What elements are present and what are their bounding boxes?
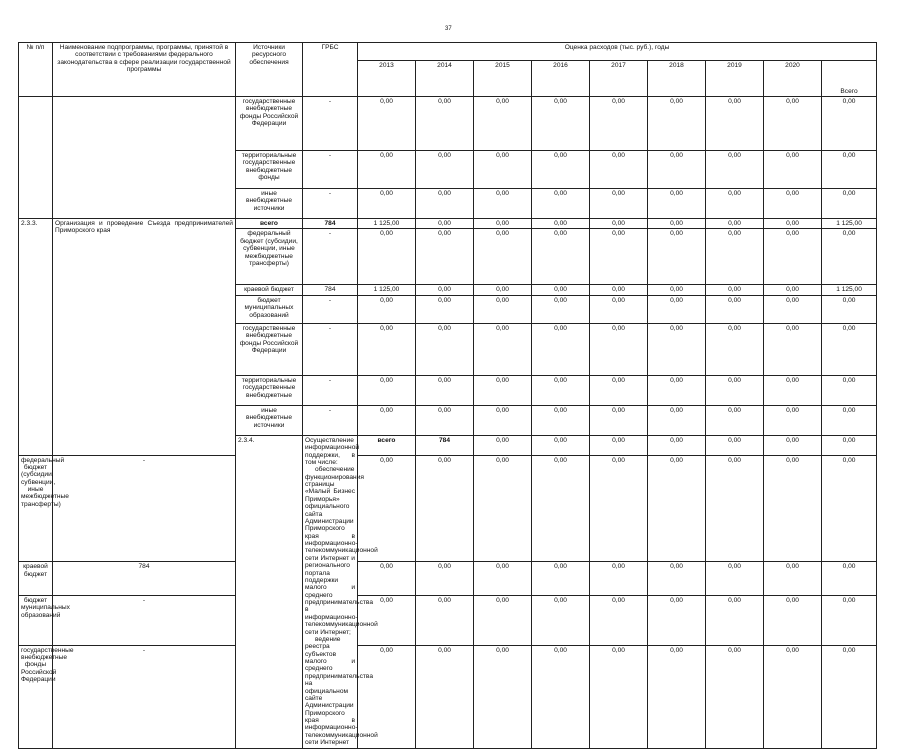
- year-value-cell: 0,00: [416, 323, 474, 375]
- year-value-cell: 0,00: [474, 189, 532, 219]
- item-name-text: Осуществление информационной поддержки, в том числе:: [305, 436, 360, 466]
- year-value-cell: 0,00: [416, 285, 474, 295]
- year-value-cell: 0,00: [706, 285, 764, 295]
- year-value-cell: 0,00: [764, 97, 822, 151]
- year-value-cell: 0,00: [648, 562, 706, 596]
- total-value-cell: 0,00: [822, 151, 877, 189]
- source-cell: всего: [358, 435, 416, 455]
- year-value-cell: 0,00: [706, 219, 764, 229]
- total-value-cell: 0,00: [822, 596, 877, 646]
- year-value-cell: 0,00: [648, 219, 706, 229]
- header-year: 2018: [648, 61, 706, 97]
- year-value-cell: 0,00: [532, 229, 590, 285]
- year-value-cell: 0,00: [706, 375, 764, 405]
- year-value-cell: 1 125,00: [358, 285, 416, 295]
- year-value-cell: 0,00: [706, 562, 764, 596]
- header-year: 2016: [532, 61, 590, 97]
- year-value-cell: 0,00: [358, 405, 416, 435]
- header-estimate: Оценка расходов (тыс. руб.), годы: [358, 43, 877, 61]
- year-value-cell: 0,00: [474, 229, 532, 285]
- year-value-cell: 0,00: [590, 405, 648, 435]
- year-value-cell: 0,00: [358, 97, 416, 151]
- year-value-cell: 0,00: [532, 323, 590, 375]
- total-value-cell: 1 125,00: [822, 219, 877, 229]
- source-cell: краевой бюджет: [19, 562, 53, 596]
- year-value-cell: 0,00: [532, 285, 590, 295]
- year-value-cell: 0,00: [590, 455, 648, 562]
- year-value-cell: 0,00: [532, 97, 590, 151]
- source-cell: государственные внебюджетные фонды Российской Федерации: [236, 323, 303, 375]
- year-value-cell: 0,00: [416, 645, 474, 748]
- grbs-cell: -: [303, 405, 358, 435]
- total-value-cell: 0,00: [822, 189, 877, 219]
- grbs-cell: 784: [53, 562, 236, 596]
- header-year: 2017: [590, 61, 648, 97]
- year-value-cell: 0,00: [648, 405, 706, 435]
- item-number: 2.3.3.: [19, 219, 53, 456]
- header-total: Всего: [822, 61, 877, 97]
- table-row: [19, 596, 877, 646]
- grbs-cell: -: [303, 151, 358, 189]
- item-name: [53, 219, 236, 456]
- year-value-cell: 0,00: [764, 435, 822, 455]
- header-no: № п/п: [19, 43, 53, 97]
- no-cell: [19, 97, 53, 219]
- year-value-cell: 0,00: [590, 219, 648, 229]
- year-value-cell: 0,00: [764, 405, 822, 435]
- year-value-cell: 0,00: [358, 295, 416, 323]
- header-year: 2013: [358, 61, 416, 97]
- year-value-cell: 0,00: [358, 596, 416, 646]
- grbs-cell: -: [53, 455, 236, 562]
- year-value-cell: 0,00: [648, 189, 706, 219]
- source-cell: иные внебюджетные источники: [236, 189, 303, 219]
- year-value-cell: 0,00: [648, 323, 706, 375]
- year-value-cell: 0,00: [358, 645, 416, 748]
- year-value-cell: 0,00: [648, 151, 706, 189]
- year-value-cell: 0,00: [590, 375, 648, 405]
- year-value-cell: 0,00: [416, 455, 474, 562]
- year-value-cell: 0,00: [532, 219, 590, 229]
- year-value-cell: 0,00: [590, 229, 648, 285]
- item-name-text: Организация и проведение Съезда предпринимателей Приморского края: [55, 220, 233, 235]
- year-value-cell: 0,00: [590, 323, 648, 375]
- year-value-cell: 0,00: [764, 375, 822, 405]
- header-year: 2015: [474, 61, 532, 97]
- year-value-cell: 0,00: [764, 151, 822, 189]
- year-value-cell: 0,00: [590, 295, 648, 323]
- year-value-cell: 1 125,00: [358, 219, 416, 229]
- source-cell: территориальные государственные внебюджетные: [236, 375, 303, 405]
- grbs-cell: 784: [303, 219, 358, 229]
- header-year: 2014: [416, 61, 474, 97]
- year-value-cell: 0,00: [416, 596, 474, 646]
- total-value-cell: 0,00: [822, 562, 877, 596]
- year-value-cell: 0,00: [590, 645, 648, 748]
- year-value-cell: 0,00: [474, 219, 532, 229]
- year-value-cell: 0,00: [764, 562, 822, 596]
- year-value-cell: 0,00: [532, 455, 590, 562]
- year-value-cell: 0,00: [706, 189, 764, 219]
- year-value-cell: 0,00: [764, 295, 822, 323]
- grbs-cell: -: [303, 189, 358, 219]
- total-value-cell: 0,00: [822, 229, 877, 285]
- total-value-cell: 0,00: [822, 645, 877, 748]
- year-value-cell: 0,00: [474, 562, 532, 596]
- year-value-cell: 0,00: [590, 562, 648, 596]
- year-value-cell: 0,00: [532, 405, 590, 435]
- source-cell: федеральный бюджет (субсидии, субвенции, иные межбюджетные трансферты): [19, 455, 53, 562]
- grbs-cell: -: [53, 645, 236, 748]
- year-value-cell: 0,00: [358, 375, 416, 405]
- year-value-cell: 0,00: [764, 189, 822, 219]
- year-value-cell: 0,00: [474, 151, 532, 189]
- year-value-cell: 0,00: [764, 285, 822, 295]
- year-value-cell: 0,00: [532, 189, 590, 219]
- year-value-cell: 0,00: [416, 189, 474, 219]
- total-value-cell: 0,00: [822, 97, 877, 151]
- grbs-cell: -: [303, 375, 358, 405]
- source-cell: государственные внебюджетные фонды Российской Федерации: [236, 97, 303, 151]
- grbs-cell: -: [53, 596, 236, 646]
- year-value-cell: 0,00: [590, 596, 648, 646]
- year-value-cell: 0,00: [416, 151, 474, 189]
- table-row: [19, 97, 877, 151]
- year-value-cell: 0,00: [648, 645, 706, 748]
- grbs-cell: -: [303, 295, 358, 323]
- year-value-cell: 0,00: [706, 596, 764, 646]
- year-value-cell: 0,00: [532, 151, 590, 189]
- year-value-cell: 0,00: [648, 295, 706, 323]
- year-value-cell: 0,00: [764, 596, 822, 646]
- item-number: 2.3.4.: [236, 435, 303, 748]
- table-row: [19, 562, 877, 596]
- year-value-cell: 0,00: [706, 323, 764, 375]
- year-value-cell: 0,00: [474, 375, 532, 405]
- year-value-cell: 0,00: [590, 285, 648, 295]
- source-cell: федеральный бюджет (субсидии, субвенции, иные межбюджетные трансферты): [236, 229, 303, 285]
- year-value-cell: 0,00: [532, 375, 590, 405]
- year-value-cell: 0,00: [358, 562, 416, 596]
- year-value-cell: 0,00: [648, 97, 706, 151]
- source-cell: всего: [236, 219, 303, 229]
- source-cell: территориальные государственные внебюджетные фонды: [236, 151, 303, 189]
- year-value-cell: 0,00: [764, 645, 822, 748]
- year-value-cell: 0,00: [474, 645, 532, 748]
- item-name-subitem: обеспечение функционирования страницы «Малый Бизнес Приморья» официального сайта Администрации Приморского края в информационно-телекоммуникационной сети Интернет и регионального портала поддержки малого и среднего предпринимательства в информационно-телекоммуникационной сети Интернет;: [305, 466, 378, 636]
- year-value-cell: 0,00: [648, 596, 706, 646]
- grbs-cell: -: [303, 229, 358, 285]
- table-row: [19, 645, 877, 748]
- year-value-cell: 0,00: [416, 562, 474, 596]
- year-value-cell: 0,00: [358, 151, 416, 189]
- year-value-cell: 0,00: [474, 285, 532, 295]
- year-value-cell: 0,00: [590, 97, 648, 151]
- header-year: 2019: [706, 61, 764, 97]
- year-value-cell: 0,00: [648, 435, 706, 455]
- year-value-cell: 0,00: [532, 596, 590, 646]
- year-value-cell: 0,00: [706, 151, 764, 189]
- table-row: [19, 455, 877, 562]
- year-value-cell: 0,00: [474, 405, 532, 435]
- year-value-cell: 0,00: [706, 435, 764, 455]
- year-value-cell: 0,00: [416, 219, 474, 229]
- year-value-cell: 0,00: [706, 229, 764, 285]
- table-row: [19, 219, 877, 229]
- year-value-cell: 0,00: [648, 229, 706, 285]
- year-value-cell: 0,00: [648, 285, 706, 295]
- item-name: [303, 435, 378, 748]
- year-value-cell: 0,00: [474, 596, 532, 646]
- table-body: [19, 97, 877, 749]
- year-value-cell: 0,00: [706, 645, 764, 748]
- name-cell: [53, 97, 236, 219]
- total-value-cell: 0,00: [822, 405, 877, 435]
- year-value-cell: 0,00: [706, 97, 764, 151]
- expense-table: [18, 42, 877, 749]
- year-value-cell: 0,00: [474, 97, 532, 151]
- total-value-cell: 0,00: [822, 295, 877, 323]
- year-value-cell: 0,00: [764, 219, 822, 229]
- year-value-cell: 0,00: [590, 189, 648, 219]
- year-value-cell: 0,00: [764, 323, 822, 375]
- year-value-cell: 0,00: [474, 323, 532, 375]
- year-value-cell: 0,00: [416, 295, 474, 323]
- year-value-cell: 0,00: [532, 435, 590, 455]
- year-value-cell: 0,00: [706, 405, 764, 435]
- year-value-cell: 0,00: [474, 435, 532, 455]
- source-cell: бюджет муниципальных образований: [19, 596, 53, 646]
- grbs-cell: 784: [303, 285, 358, 295]
- header-grbs: ГРБС: [303, 43, 358, 97]
- grbs-cell: 784: [416, 435, 474, 455]
- total-value-cell: 0,00: [822, 375, 877, 405]
- header-year: 2020: [764, 61, 822, 97]
- source-cell: государственные внебюджетные фонды Российской Федерации: [19, 645, 53, 748]
- grbs-cell: -: [303, 323, 358, 375]
- grbs-cell: -: [303, 97, 358, 151]
- year-value-cell: 0,00: [532, 562, 590, 596]
- page-number: 37: [445, 26, 452, 32]
- source-cell: иные внебюджетные источники: [236, 405, 303, 435]
- year-value-cell: 0,00: [648, 455, 706, 562]
- year-value-cell: 0,00: [822, 435, 877, 455]
- year-value-cell: 0,00: [358, 323, 416, 375]
- year-value-cell: 0,00: [416, 375, 474, 405]
- year-value-cell: 0,00: [764, 229, 822, 285]
- total-value-cell: 1 125,00: [822, 285, 877, 295]
- year-value-cell: 0,00: [532, 295, 590, 323]
- year-value-cell: 0,00: [474, 455, 532, 562]
- year-value-cell: 0,00: [706, 455, 764, 562]
- year-value-cell: 0,00: [590, 435, 648, 455]
- total-value-cell: 0,00: [822, 323, 877, 375]
- year-value-cell: 0,00: [358, 455, 416, 562]
- year-value-cell: 0,00: [764, 455, 822, 562]
- year-value-cell: 0,00: [532, 645, 590, 748]
- year-value-cell: 0,00: [416, 229, 474, 285]
- year-value-cell: 0,00: [474, 295, 532, 323]
- year-value-cell: 0,00: [358, 189, 416, 219]
- year-value-cell: 0,00: [648, 375, 706, 405]
- year-value-cell: 0,00: [416, 97, 474, 151]
- source-cell: краевой бюджет: [236, 285, 303, 295]
- source-cell: бюджет муниципальных образований: [236, 295, 303, 323]
- header-source: Источники ресурсного обеспечения: [236, 43, 303, 97]
- header-name: Наименование подпрограммы, программы, принятой в соответствии с требованиями федерального законодательства в сфере реализации государственной программы: [53, 43, 236, 97]
- year-value-cell: 0,00: [706, 295, 764, 323]
- year-value-cell: 0,00: [590, 151, 648, 189]
- total-value-cell: 0,00: [822, 455, 877, 562]
- item-name-subitem: ведение реестра субъектов малого и среднего предпринимательства на официальном сайте Администрации Приморского края в информационно-телекоммуникационной сети Интернет: [305, 635, 378, 747]
- year-value-cell: 0,00: [358, 229, 416, 285]
- year-value-cell: 0,00: [416, 405, 474, 435]
